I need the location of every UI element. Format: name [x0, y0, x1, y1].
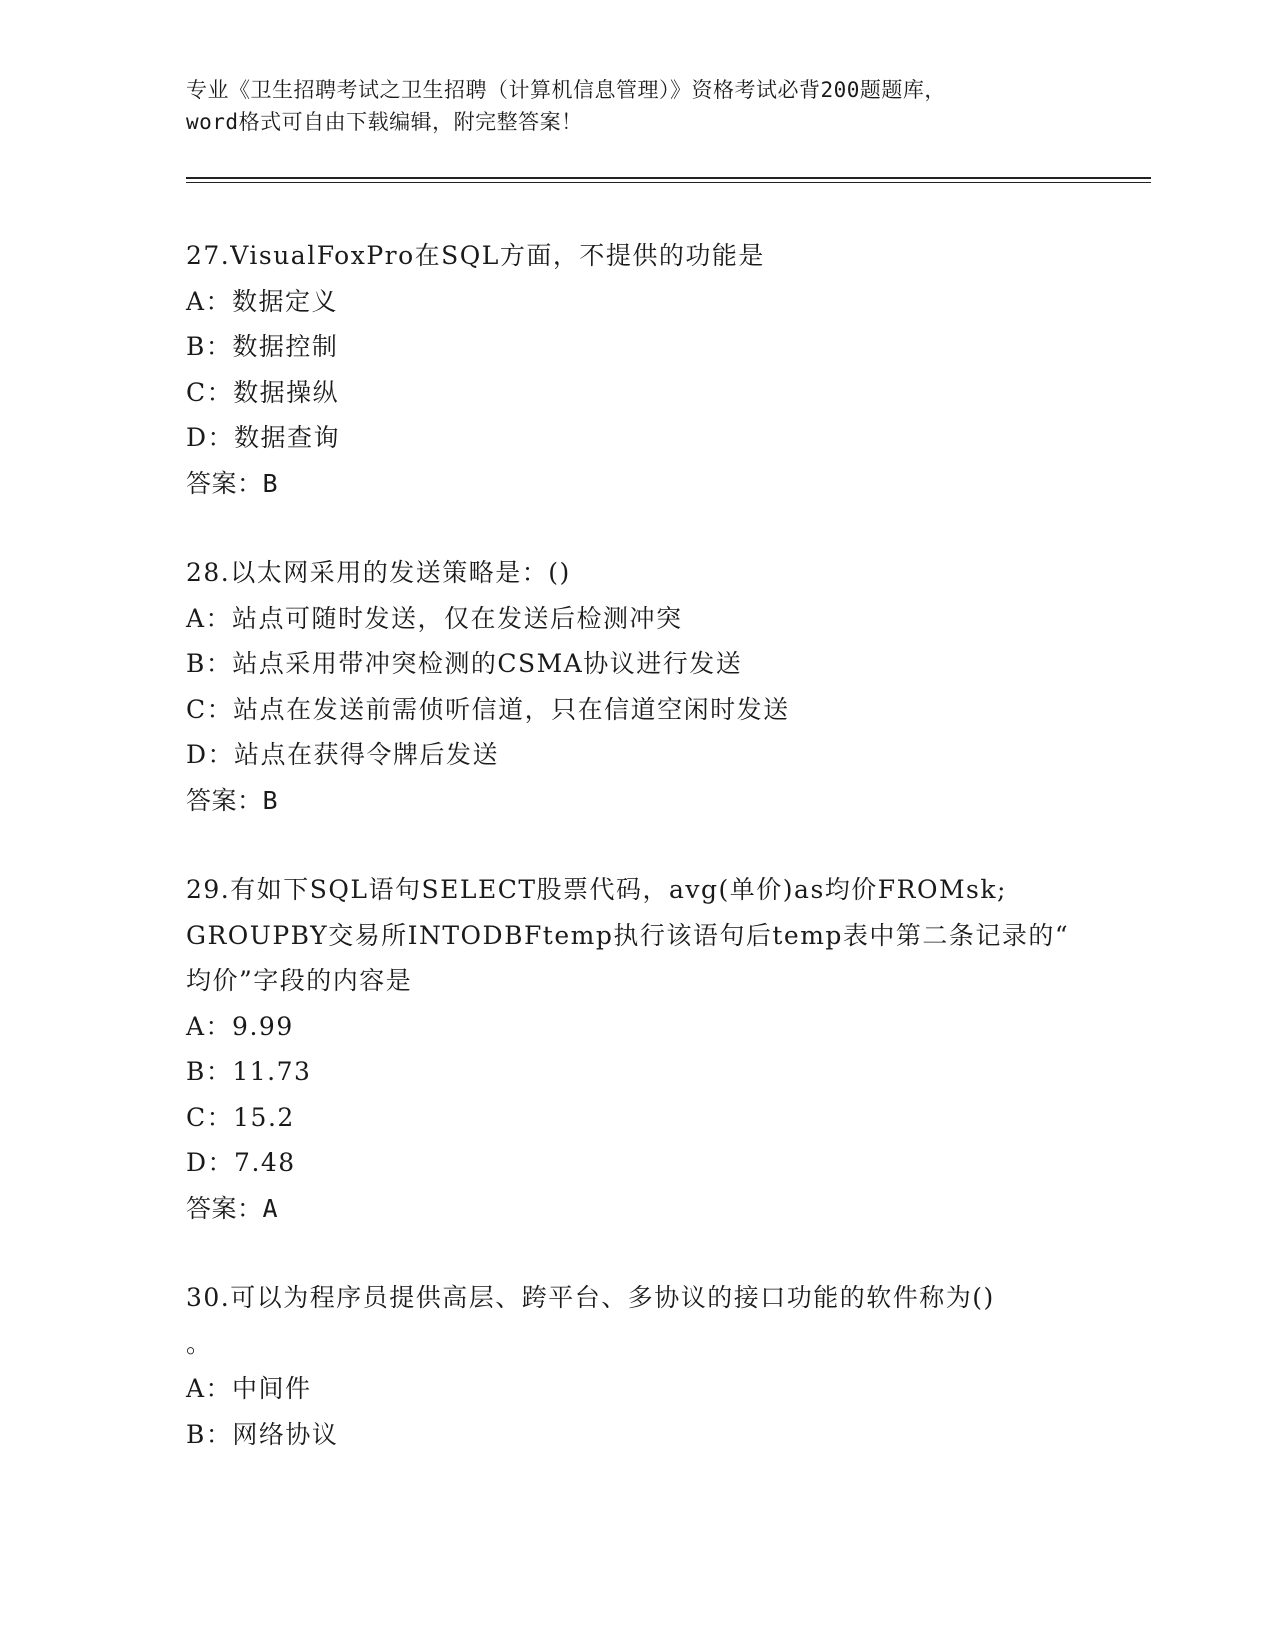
question-stem-line: 27.VisualFoxPro在SQL方面，不提供的功能是	[186, 241, 765, 270]
option-c: C：站点在发送前需侦听信道，只在信道空闲时发送	[186, 694, 790, 724]
header-divider-thin	[186, 182, 1151, 183]
question-stem-line: 28.以太网采用的发送策略是：()	[186, 558, 571, 587]
question-stem	[186, 867, 1086, 1004]
question-stem-line: 30.可以为程序员提供高层、跨平台、多协议的接口功能的软件称为()	[186, 1283, 995, 1312]
option-d: D：数据查询	[186, 423, 341, 452]
option-b: B：站点采用带冲突检测的CSMA协议进行发送	[186, 649, 743, 678]
option-d: D：站点在获得令牌后发送	[186, 740, 500, 769]
question-27	[186, 233, 1086, 506]
answer-line: 答案：A	[186, 1193, 279, 1223]
question-29	[186, 867, 1086, 1231]
header-title-line-1: 专业《卫生招聘考试之卫生招聘（计算机信息管理）》资格考试必背200题题库，	[186, 78, 946, 102]
question-list	[186, 233, 1086, 1501]
option-a: A：中间件	[186, 1374, 312, 1403]
question-stem-line: 。	[186, 1328, 213, 1358]
answer-line: 答案：B	[186, 468, 279, 498]
option-b: B：11.73	[186, 1057, 312, 1086]
option-c: C：15.2	[186, 1102, 295, 1132]
option-b: B：数据控制	[186, 332, 339, 361]
header-divider-thick	[186, 177, 1151, 179]
option-c: C：数据操纵	[186, 377, 340, 407]
question-stem-line: GROUPBY交易所INTODBFtemp执行该语句后temp表中第二条记录的“	[186, 920, 1070, 950]
option-b: B：网络协议	[186, 1419, 339, 1449]
document-header	[186, 74, 1086, 138]
option-a: A：数据定义	[186, 286, 339, 316]
question-stem	[186, 1275, 1086, 1366]
option-a: A：9.99	[186, 1011, 294, 1041]
answer-line: 答案：B	[186, 785, 279, 815]
option-d: D：7.48	[186, 1148, 296, 1177]
question-stem	[186, 233, 1086, 279]
header-title-line-2: word格式可自由下载编辑，附完整答案！	[186, 110, 583, 134]
question-stem-line: 29.有如下SQL语句SELECT股票代码，avg(单价)as均价FROMsk;	[186, 875, 1007, 904]
question-30	[186, 1275, 1086, 1457]
question-stem	[186, 550, 1086, 596]
question-28	[186, 550, 1086, 823]
question-stem-line: 均价”字段的内容是	[186, 966, 413, 995]
option-a: A：站点可随时发送，仅在发送后检测冲突	[186, 603, 683, 633]
